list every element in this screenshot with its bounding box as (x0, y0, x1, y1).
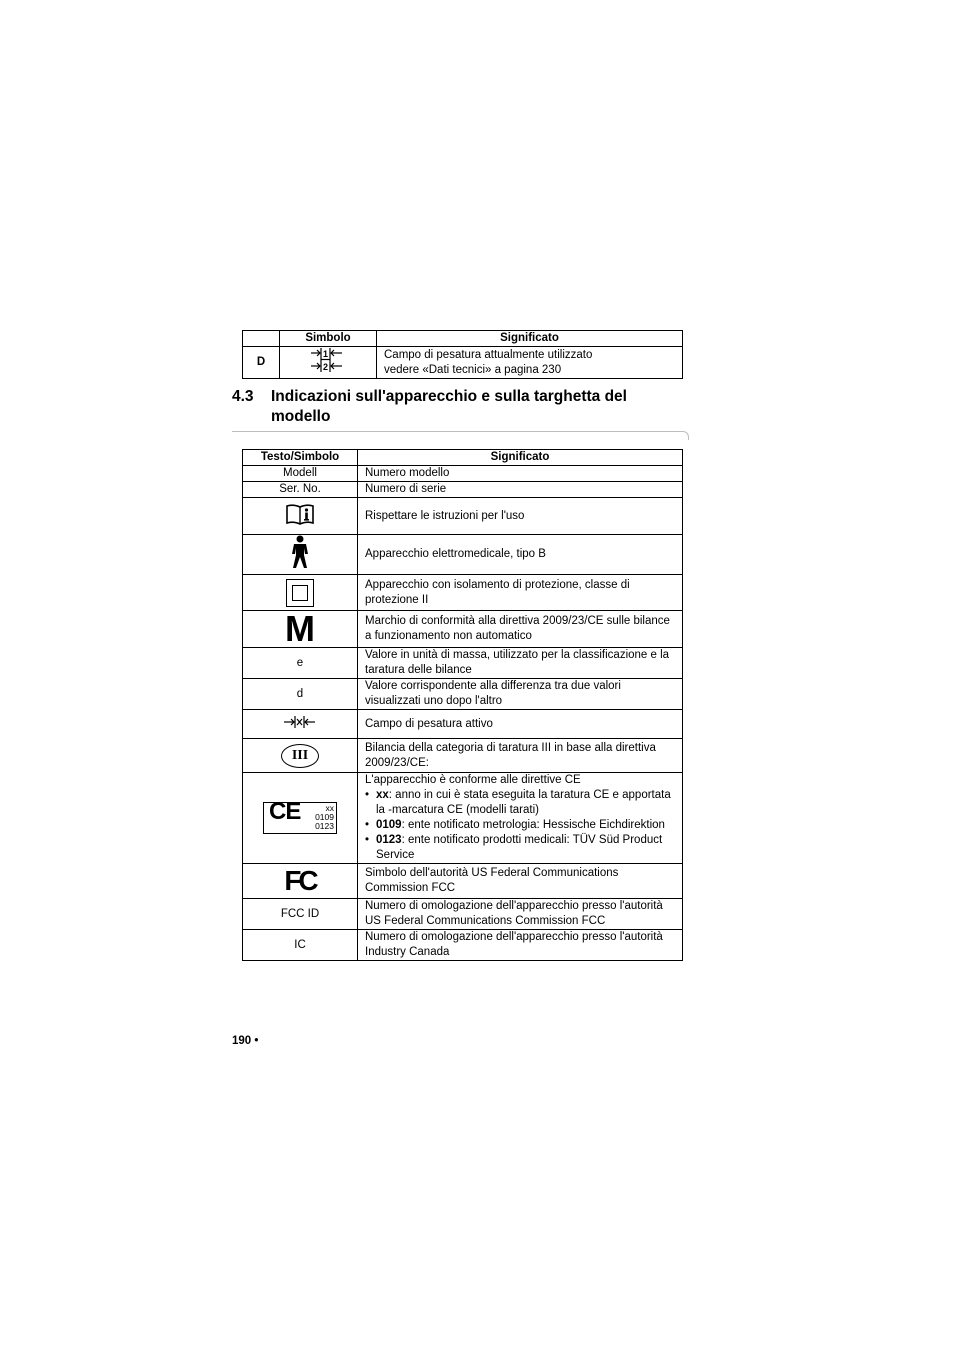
symbol-cell (243, 608, 358, 649)
active-range-x-icon (283, 715, 317, 729)
bullet-text: : anno in cui è stata eseguita la taratura CE e apportata la -marcatura CE (modelli tarati) (376, 789, 671, 816)
table-row (243, 482, 683, 498)
meaning-cell (377, 347, 683, 379)
bullet-text: : ente notificato metrologia: Hessische Eichdirektion (401, 819, 665, 831)
symbol-cell (243, 575, 358, 611)
accuracy-class-iii-mark: III (281, 744, 319, 768)
table-row (243, 773, 683, 864)
header-cell: Significato (358, 450, 683, 466)
symbol-cell (243, 739, 358, 773)
ce-number: xx (325, 803, 334, 813)
bullet-key: xx (376, 789, 389, 801)
meaning-cell: Numero modello (358, 466, 683, 482)
table-row (243, 498, 683, 535)
header-cell: Significato (377, 331, 683, 347)
ce-mark: CE (269, 798, 301, 825)
meaning-cell: Apparecchio elettromedicale, tipo B (358, 535, 683, 575)
table-row (243, 466, 683, 482)
table-row (243, 899, 683, 930)
table-row (243, 864, 683, 899)
svg-text:2: 2 (322, 362, 329, 372)
table-header-row (243, 450, 683, 466)
symbol-cell (243, 535, 358, 575)
symbol-cell: Ser. No. (243, 482, 358, 498)
meaning-cell: Numero di omologazione dell'apparecchio presso l'autorità US Federal Communications Commission FCC (358, 899, 683, 930)
header-cell: Simbolo (280, 331, 377, 347)
symbol-cell (243, 710, 358, 739)
table-row (243, 739, 683, 773)
section-divider (232, 431, 684, 432)
meaning-cell (358, 773, 683, 864)
symbol-cell (243, 773, 358, 864)
header-cell (243, 331, 280, 347)
symbol-cell: Modell (243, 466, 358, 482)
symbol-cell (243, 498, 358, 535)
table-row (243, 347, 683, 379)
table-header-row (243, 331, 683, 347)
meaning-cell: Apparecchio con isolamento di protezione, classe di protezione II (358, 575, 683, 611)
table-row (243, 679, 683, 710)
bullet-key: 0123 (376, 834, 402, 846)
header-cell: Testo/Simbolo (243, 450, 358, 466)
ce-mark-box (263, 798, 337, 834)
meaning-cell: Numero di serie (358, 482, 683, 498)
meaning-cell: Numero di omologazione dell'apparecchio presso l'autorità Industry Canada (358, 930, 683, 961)
table-row (243, 611, 683, 648)
page-number: 190 • (232, 1035, 259, 1047)
symbol-cell: d (243, 679, 358, 710)
meaning-line: vedere «Dati tecnici» a pagina 230 (384, 363, 562, 376)
list-item (365, 818, 678, 833)
ce-number: 0109 (315, 812, 334, 822)
section-number: 4.3 (232, 388, 254, 405)
ce-numbers (315, 804, 334, 831)
meaning-cell: Rispettare le istruzioni per l'uso (358, 498, 683, 535)
symbol-cell (280, 347, 377, 379)
ce-bullet-list (365, 788, 678, 863)
bullet-key: 0109 (376, 819, 402, 831)
meaning-cell: Valore corrispondente alla differenza tra due valori visualizzati uno dopo l'altro (358, 679, 683, 710)
svg-text:1: 1 (322, 349, 329, 359)
symbol-cell: IC (243, 930, 358, 961)
weighing-range-1-2-icon (310, 347, 346, 373)
table-row (243, 710, 683, 739)
meaning-cell: Marchio di conformità alla direttiva 2009/23/CE sulle bilance a funzionamento non automatico (358, 611, 683, 648)
metrology-m-mark: M (285, 608, 315, 649)
double-square-icon (286, 579, 314, 607)
meaning-cell: Campo di pesatura attivo (358, 710, 683, 739)
meaning-cell: Bilancia della categoria di taratura III in base alla direttiva 2009/23/CE: (358, 739, 683, 773)
list-item (365, 788, 678, 818)
bullet-text: : ente notificato prodotti medicali: TÜV Süd Product Service (376, 834, 663, 861)
type-b-person-icon (289, 535, 311, 569)
device-label-table (242, 449, 683, 961)
symbol-cell: FCC ID (243, 899, 358, 930)
table-row (243, 535, 683, 575)
meaning-line: Campo di pesatura attualmente utilizzato (384, 348, 593, 361)
table-row (243, 575, 683, 611)
meaning-cell: Valore in unità di massa, utilizzato per la classificazione e la taratura delle bilance (358, 648, 683, 679)
instructions-book-icon (285, 503, 315, 525)
section-divider-hook (682, 431, 689, 440)
symbol-table (242, 330, 683, 379)
meaning-line: L'apparecchio è conforme alle direttive CE (365, 774, 581, 786)
meaning-cell: Simbolo dell'autorità US Federal Communications Commission FCC (358, 864, 683, 899)
table-row (243, 930, 683, 961)
ce-number: 0123 (315, 821, 334, 831)
fcc-logo: FC (284, 865, 316, 896)
symbol-cell: e (243, 648, 358, 679)
row-label: D (243, 347, 280, 379)
table-row (243, 648, 683, 679)
section-title: Indicazioni sull'apparecchio e sulla targhetta del modello (271, 388, 627, 425)
list-item (365, 833, 678, 863)
symbol-cell (243, 864, 358, 899)
